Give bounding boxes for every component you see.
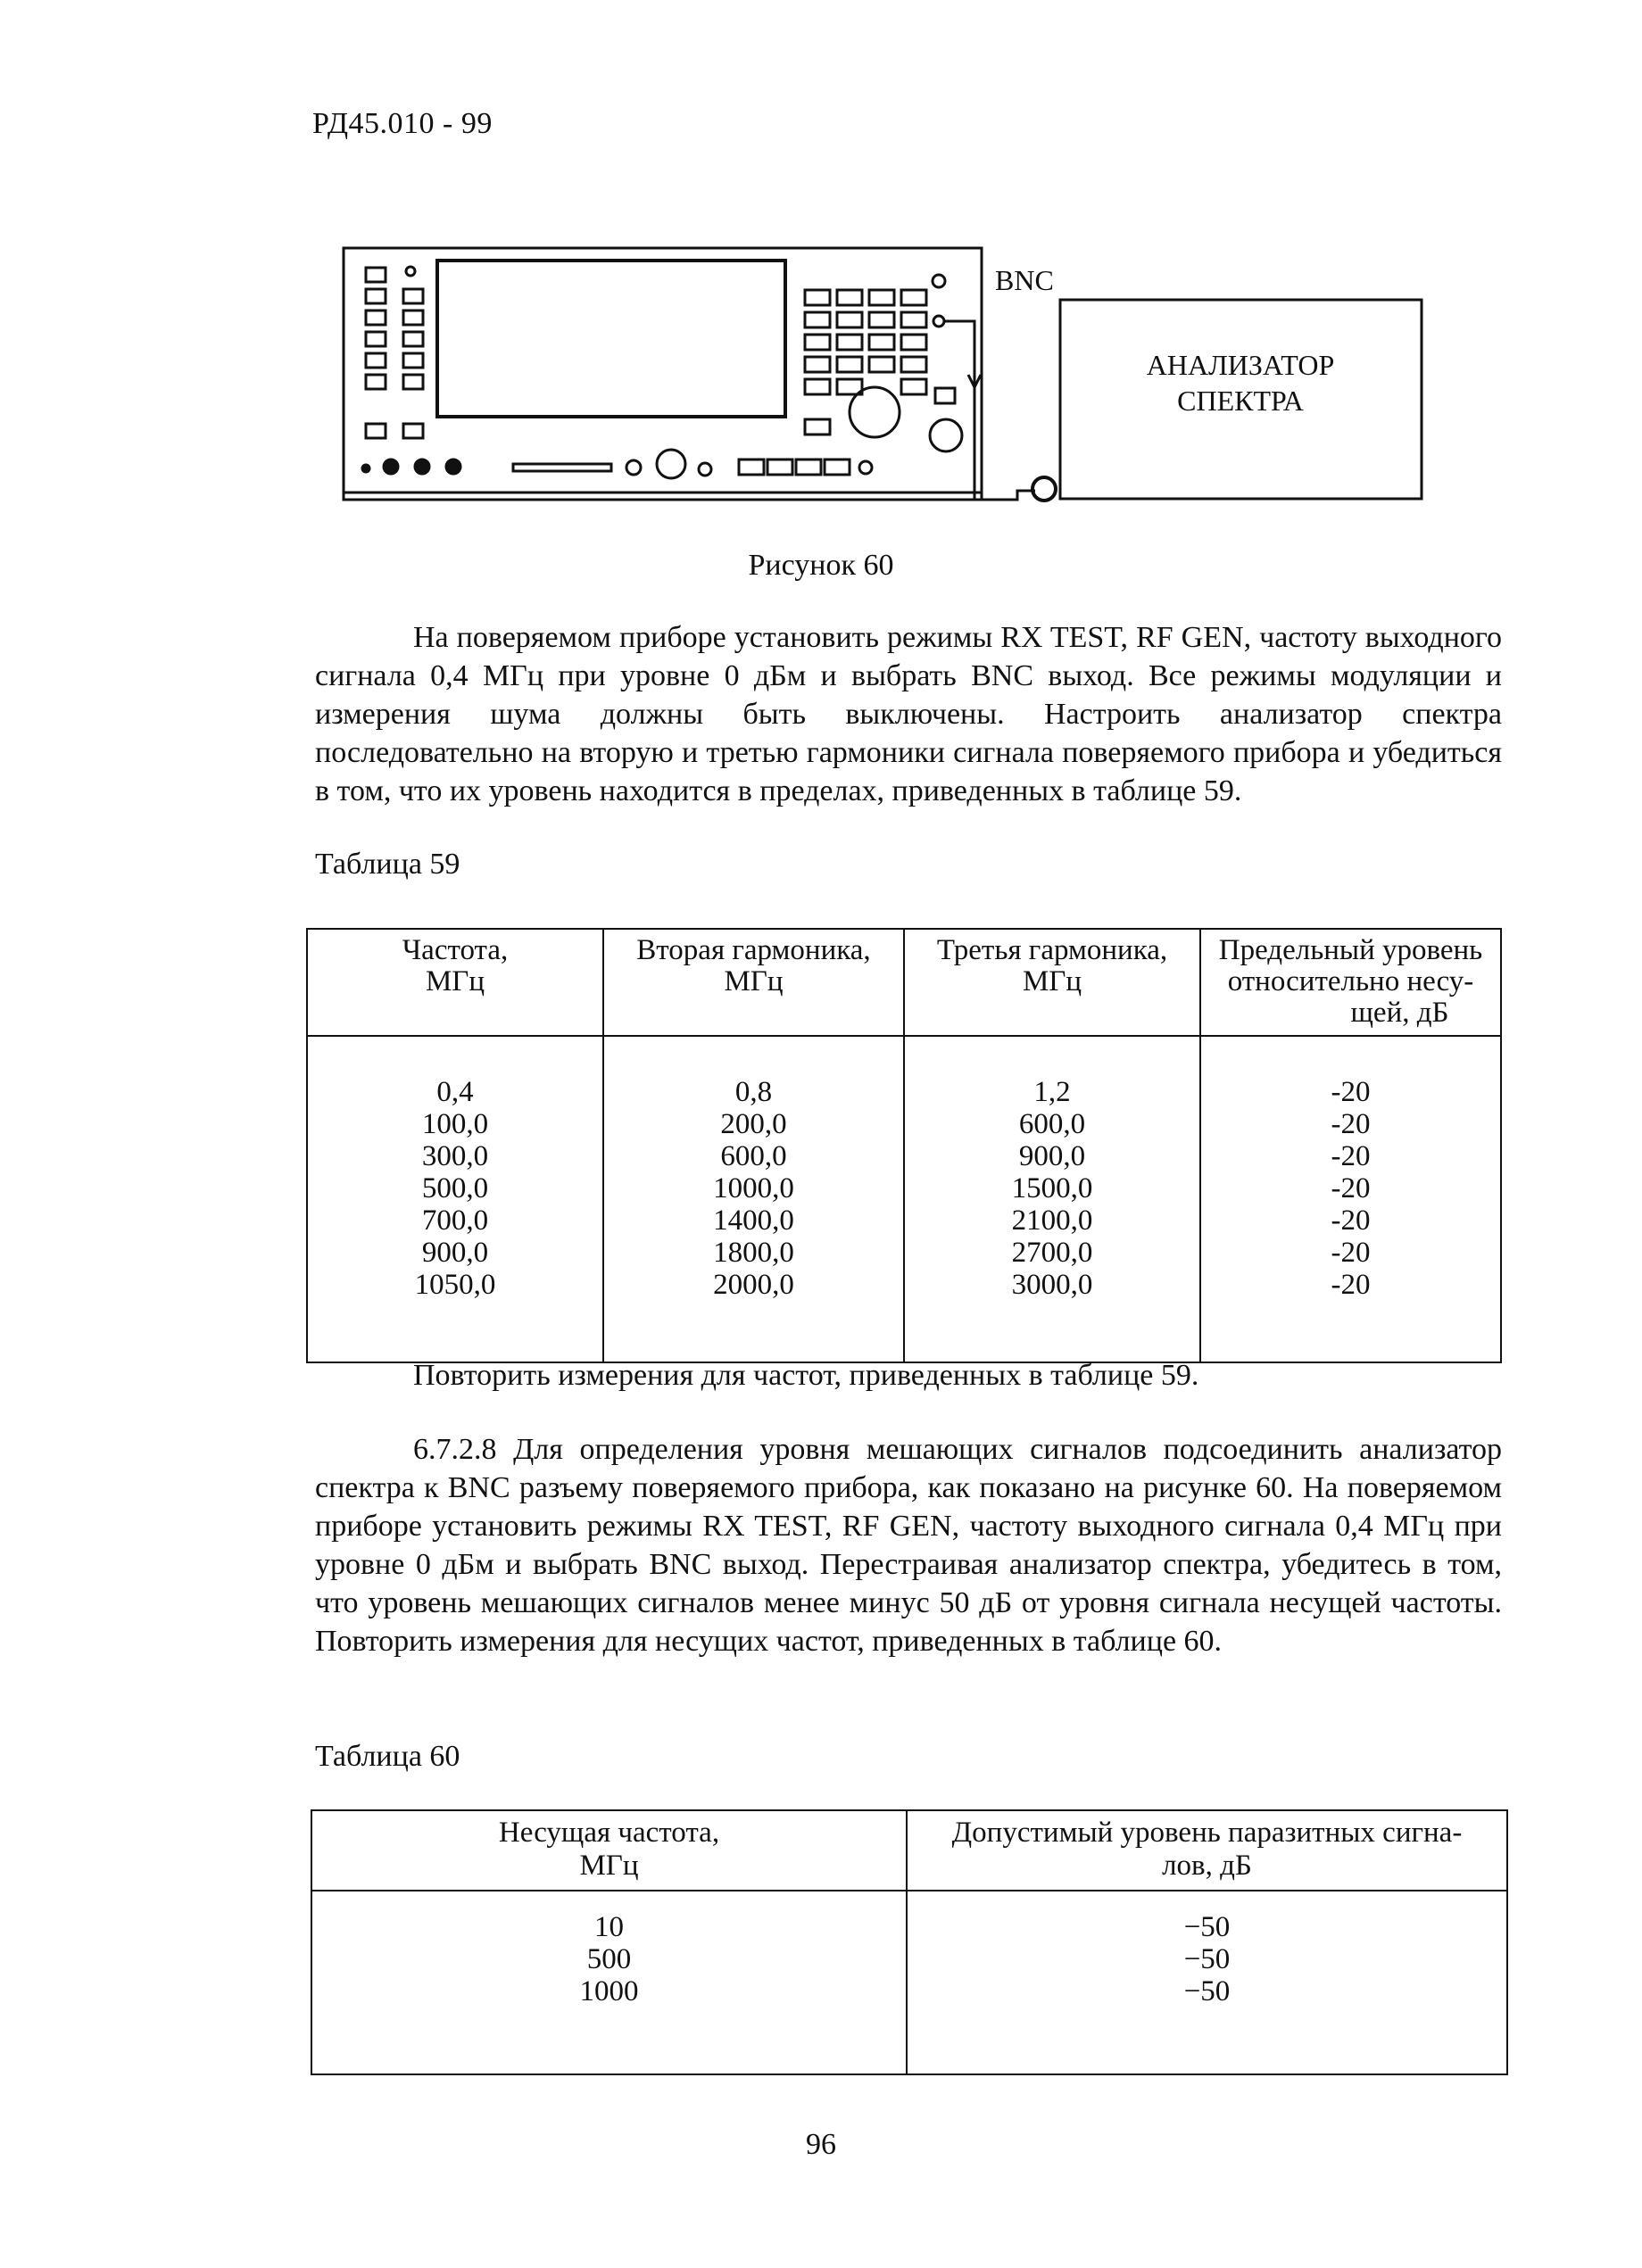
table-60: [311, 1809, 1508, 2075]
page-number: 96: [806, 2128, 836, 2161]
analyzer-input-connector: [1032, 477, 1056, 501]
analyzer-label-line1: АНАЛИЗАТОР: [1146, 349, 1335, 381]
figure-60-diagram: [339, 241, 1446, 517]
left-button-grid: [366, 268, 423, 438]
table-header-row: [307, 929, 1501, 1036]
paragraph-2: Повторить измерения для частот, приведенных в таблице 59.: [413, 1359, 1199, 1392]
device-outline: [344, 248, 982, 500]
table-header-row: [311, 1810, 1507, 1891]
figure-caption: Рисунок 60: [748, 549, 894, 582]
table-59: [306, 928, 1502, 1363]
allowed-spurious-level-column: −50 −50 −50: [907, 1891, 1507, 2074]
frequency-column: 0,4 100,0 300,0 500,0 700,0 900,0 1050,0: [307, 1036, 603, 1362]
card-slot: [513, 464, 611, 471]
third-harmonic-column: 1,2 600,0 900,0 1500,0 2100,0 2700,0 3000,0: [904, 1036, 1200, 1362]
table-60-label: Таблица 60: [315, 1740, 460, 1773]
table-row: [307, 1036, 1501, 1362]
table-59-label: Таблица 59: [315, 848, 460, 881]
main-knob: [850, 387, 900, 437]
paragraph-3: 6.7.2.8 Для определения уровня мешающих сигналов подсоединить анализатор спектра к BNC разъему поверяемого прибора, как показано на рисунке 60. На поверяемом приборе установить режимы RX TEST, RF GEN, частоту выходного сигнала 0,4 МГц при уровне 0 дБм и выбрать BNC выход. Перестраивая анализатор спектра, убедитесь в том, что уровень мешающих сигналов менее минус 50 дБ от уровня сигнала несущей частоты. Повторить измерения для несущих частот, приведенных в таблице 60.: [315, 1433, 1502, 1658]
header-second-harmonic: Вторая гармоника, МГц: [603, 929, 904, 1036]
table-row: [311, 1891, 1507, 2074]
bnc-connector-device: [933, 316, 944, 327]
limit-level-column: -20 -20 -20 -20 -20 -20 -20: [1200, 1036, 1501, 1362]
paragraph-1: На поверяемом приборе установить режимы RX TEST, RF GEN, частоту выходного сигнала 0,4 МГц при уровне 0 дБм и выбрать BNC выход. Все режимы модуляции и измерения шума должны быть выключены. Настроить анализатор спектра последовательно на вторую и третью гармоники сигнала поверяемого прибора и убедиться в том, что их уровень находится в пределах, приведенных в таблице 59.: [315, 621, 1502, 807]
header-third-harmonic: Третья гармоника, МГц: [904, 929, 1200, 1036]
document-code: РД45.010 - 99: [312, 107, 493, 140]
bnc-label: BNC: [995, 264, 1054, 296]
device-screen: [437, 261, 785, 417]
second-harmonic-column: 0,8 200,0 600,0 1000,0 1400,0 1800,0 2000,0: [603, 1036, 904, 1362]
carrier-frequency-column: 10 500 1000: [311, 1891, 907, 2074]
header-frequency: Частота, МГц: [307, 929, 603, 1036]
header-limit-level: Предельный уровень относительно несу- щей, дБ: [1200, 929, 1501, 1036]
right-keypad: [805, 290, 955, 435]
header-carrier-frequency: Несущая частота, МГц: [311, 1810, 907, 1891]
header-allowed-spurious-level: Допустимый уровень паразитных сигна- лов, дБ: [907, 1810, 1507, 1891]
analyzer-label-line2: СПЕКТРА: [1177, 385, 1304, 417]
